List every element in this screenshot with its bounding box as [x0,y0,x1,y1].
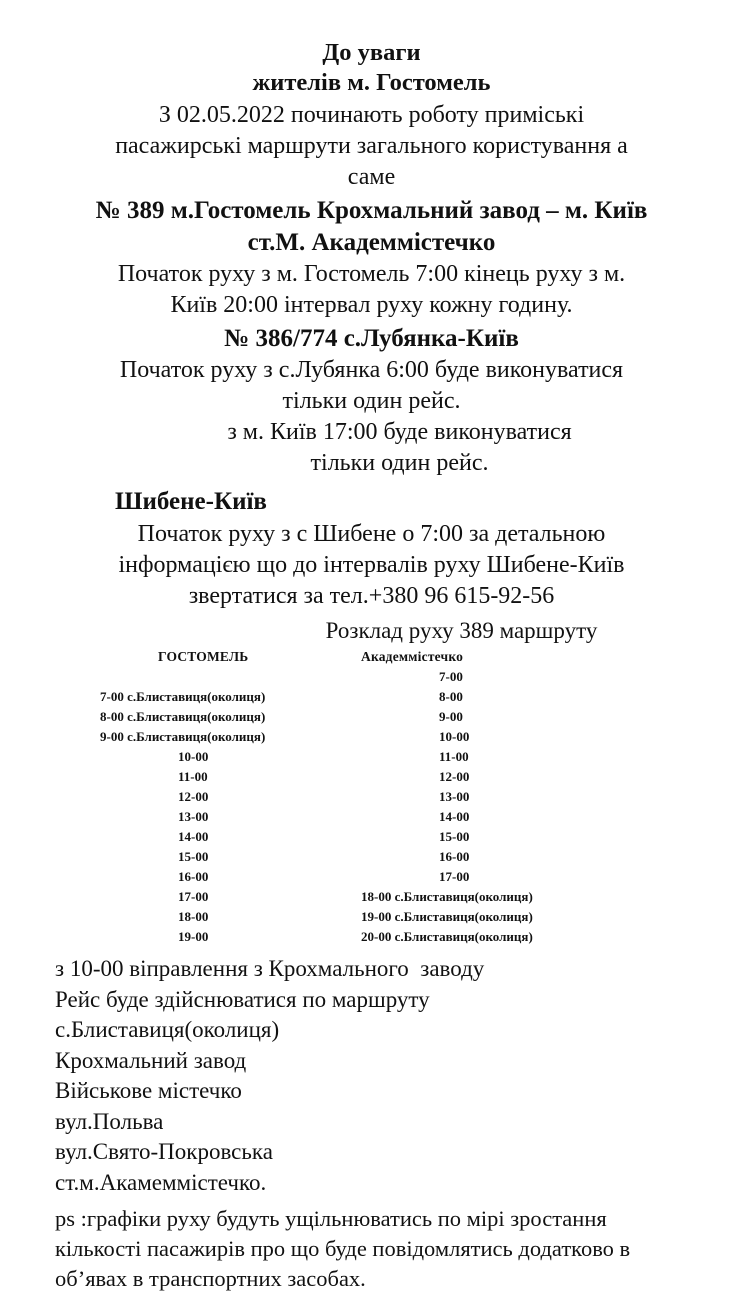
route-stop-item: ст.м.Акамеммістечко. [55,1169,267,1195]
table-row [100,787,601,807]
route-389-block [0,193,743,321]
postscript-line-3: об’явах в транспортних засобах. [55,1266,366,1291]
cell-akadem-13 [353,927,601,947]
route-shybene-heading: Шибене-Київ [115,488,267,515]
cell-akadem-text-8: 15-00 [439,829,470,844]
intro-line-1: З 02.05.2022 починають роботу приміські [158,102,585,128]
cell-akadem-text-3: 10-00 [439,729,470,744]
schedule-table-head [100,647,601,667]
route-shybene-block [0,479,743,612]
notes-block [0,947,743,1198]
route-389-body-line-1: Початок руху з м. Гостомель 7:00 кінець руху з м. [117,261,626,287]
route-stop-list [55,1015,688,1198]
schedule-title: Розклад руху 389 маршруту [325,618,598,643]
table-row [100,827,601,847]
route-389-heading-line-2: ст.М. Академмістечко [247,229,496,256]
cell-akadem-text-4: 11-00 [439,749,469,764]
intro-line-3: саме [347,164,396,190]
intro-block [0,98,743,193]
route-stop-item: Крохмальний завод [55,1047,247,1073]
schedule-table-wrap [0,647,743,947]
cell-gostomel-text-5: 11-00 [178,769,208,784]
table-row [100,727,601,747]
table-row [100,687,601,707]
cell-gostomel-4 [100,747,353,767]
cell-akadem-9 [353,847,601,867]
cell-akadem-1 [353,687,601,707]
cell-gostomel-9 [100,847,353,867]
intro-line-2: пасажирські маршрути загального користування а [115,133,628,159]
cell-gostomel-text-6: 12-00 [178,789,209,804]
cell-gostomel-text-10: 16-00 [178,869,209,884]
route-386-774-body-line-4: тільки один рейс. [310,450,489,476]
cell-gostomel-text-9: 15-00 [178,849,209,864]
schedule-section [0,612,743,947]
cell-akadem-8 [353,827,601,847]
table-row [100,907,601,927]
route-389-heading-line-1: № 389 м.Гостомель Крохмальний завод – м. Київ [95,197,648,224]
route-shybene-body-line-1: Початок руху з с Шибене о 7:00 за детальною [137,521,606,547]
route-stop-item: вул.Свято-Покровська [55,1139,273,1164]
route-stop-item: с.Блиставиця(околиця) [55,1017,280,1042]
route-stop-item: вул.Польва [55,1108,164,1134]
cell-gostomel-0 [100,667,353,687]
cell-gostomel-text-13: 19-00 [178,929,209,944]
table-row [100,707,601,727]
route-389-body-line-2: Київ 20:00 інтервал руху кожну годину. [170,292,573,318]
cell-gostomel-6 [100,787,353,807]
cell-akadem-text-2: 9-00 [439,709,463,724]
column-header-akademmistechko: Академмістечко [361,649,464,664]
cell-akadem-10 [353,867,601,887]
cell-gostomel-8 [100,827,353,847]
cell-akadem-5 [353,767,601,787]
cell-gostomel-text-2: 8-00 с.Блиставиця(околиця) [100,709,266,724]
cell-gostomel-7 [100,807,353,827]
cell-gostomel-10 [100,867,353,887]
cell-akadem-11 [353,887,601,907]
cell-gostomel-12 [100,907,353,927]
cell-akadem-text-0: 7-00 [439,669,463,684]
cell-akadem-7 [353,807,601,827]
postscript-line-1: ps :графіки руху будуть ущільнюватись по мірі зростання [55,1206,607,1231]
cell-gostomel-13 [100,927,353,947]
cell-gostomel-5 [100,767,353,787]
cell-gostomel-3 [100,727,353,747]
header-block [0,0,743,98]
schedule-table [100,647,601,947]
cell-akadem-0 [353,667,601,687]
table-row [100,867,601,887]
cell-akadem-text-5: 12-00 [439,769,470,784]
table-row [100,667,601,687]
route-386-774-block [0,321,743,479]
route-shybene-phone-line: звертатися за тел.+380 96 615-92-56 [188,583,555,609]
table-row [100,767,601,787]
table-row [100,747,601,767]
cell-akadem-4 [353,747,601,767]
cell-akadem-text-7: 14-00 [439,809,470,824]
cell-gostomel-text-8: 14-00 [178,829,209,844]
route-386-774-body-line-3: з м. Київ 17:00 буде виконуватися [227,419,572,445]
cell-akadem-text-12: 19-00 с.Блиставиця(околиця) [361,909,533,924]
table-row [100,927,601,947]
cell-akadem-text-13: 20-00 с.Блиставиця(околиця) [361,929,533,944]
page-title-line-1: До уваги [322,39,421,66]
cell-akadem-text-9: 16-00 [439,849,470,864]
cell-akadem-12 [353,907,601,927]
route-shybene-body-line-2: інформацією що до інтервалів руху Шибене-Київ [118,552,625,578]
cell-gostomel-1 [100,687,353,707]
route-386-774-heading: № 386/774 с.Лубянка-Київ [224,325,519,352]
cell-gostomel-text-1: 7-00 с.Блиставиця(околиця) [100,689,266,704]
cell-akadem-3 [353,727,601,747]
cell-gostomel-11 [100,887,353,907]
column-header-gostomel: ГОСТОМЕЛЬ [158,649,249,664]
schedule-table-body [100,667,601,947]
page-title-line-2: жителів м. Гостомель [252,69,491,96]
route-stop-item: Військове містечко [55,1078,242,1103]
cell-akadem-text-10: 17-00 [439,869,470,884]
notes-line-1: з 10-00 віправлення з Крохмального заводу [55,956,485,981]
notes-line-2: Рейс буде здійснюватися по маршруту [55,986,430,1012]
table-row [100,887,601,907]
cell-akadem-text-11: 18-00 с.Блиставиця(околиця) [361,889,533,904]
cell-gostomel-text-4: 10-00 [178,749,209,764]
cell-gostomel-text-11: 17-00 [178,889,209,904]
postscript-line-2: кількості пасажирів про що буде повідомлятись додатково в [55,1236,631,1261]
table-row [100,807,601,827]
route-386-774-body-line-2: тільки один рейс. [282,388,461,414]
route-386-774-body-line-1: Початок руху з с.Лубянка 6:00 буде виконуватися [119,357,624,383]
cell-gostomel-text-3: 9-00 с.Блиставиця(околиця) [100,729,266,744]
cell-gostomel-text-12: 18-00 [178,909,209,924]
table-row [100,847,601,867]
cell-akadem-text-1: 8-00 [439,689,463,704]
table-header-row [100,647,601,667]
cell-gostomel-text-7: 13-00 [178,809,209,824]
cell-akadem-text-6: 13-00 [439,789,470,804]
cell-gostomel-2 [100,707,353,727]
cell-akadem-2 [353,707,601,727]
cell-akadem-6 [353,787,601,807]
